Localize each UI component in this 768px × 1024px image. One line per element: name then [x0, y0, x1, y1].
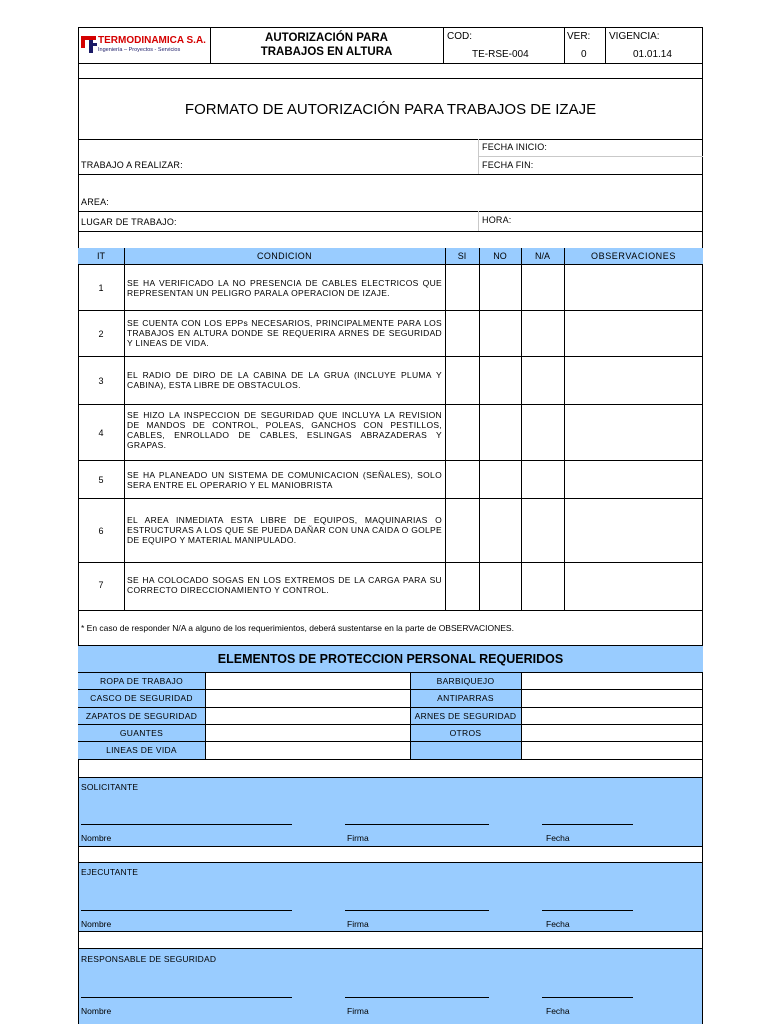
cell-observaciones[interactable] — [565, 311, 702, 356]
area-label: AREA: — [81, 197, 110, 207]
cell-na[interactable] — [522, 405, 564, 460]
ppe-barbiquejo-label: BARBIQUEJO — [436, 676, 495, 686]
cell-observaciones[interactable] — [565, 405, 702, 460]
ppe-zapatos-field[interactable] — [206, 708, 410, 724]
firma-label: Firma — [347, 833, 369, 843]
cell-no[interactable] — [480, 405, 521, 460]
fecha-label: Fecha — [546, 919, 570, 929]
form-title: FORMATO DE AUTORIZACIÓN PARA TRABAJOS DE IZAJE — [184, 101, 597, 118]
ppe-lineas-label: LINEAS DE VIDA — [106, 745, 177, 755]
cell-na[interactable] — [522, 265, 564, 310]
signature-role: SOLICITANTE — [81, 782, 139, 792]
row-number: 3 — [98, 376, 104, 386]
cell-observaciones[interactable] — [565, 499, 702, 562]
cell-si[interactable] — [446, 357, 479, 404]
cell-observaciones[interactable] — [565, 357, 702, 404]
cell-observaciones[interactable] — [565, 461, 702, 498]
row-number: 7 — [98, 580, 104, 590]
cell-si[interactable] — [446, 499, 479, 562]
cell-no[interactable] — [480, 357, 521, 404]
row-condition: SE HA PLANEADO UN SISTEMA DE COMUNICACION (SEÑALES), SOLO SERA ENTRE EL OPERARIO Y EL MANIOBRISTA — [127, 470, 442, 490]
col-observaciones: OBSERVACIONES — [591, 251, 676, 261]
cell-no[interactable] — [480, 265, 521, 310]
firma-label: Firma — [347, 1006, 369, 1016]
ppe-ropa-label: ROPA DE TRABAJO — [99, 676, 184, 686]
signature-role: EJECUTANTE — [81, 867, 139, 877]
nombre-label: Nombre — [81, 1006, 112, 1016]
ver-value: 0 — [581, 49, 587, 60]
ppe-antiparras-field[interactable] — [522, 690, 702, 707]
cell-si[interactable] — [446, 265, 479, 310]
signature-block-solicitante — [79, 778, 702, 846]
vigencia-label: VIGENCIA: — [609, 31, 660, 42]
ppe-barbiquejo-field[interactable] — [522, 673, 702, 689]
fecha-fin-label: FECHA FIN: — [482, 160, 534, 170]
row-condition: EL AREA INMEDIATA ESTA LIBRE DE EQUIPOS, MAQUINARIAS O ESTRUCTURAS A LOS QUE SE PUEDA DAÑAR CON UNA CAIDA O GOLPE DE EQUIPO Y MATERIAL MANIPULADO. — [127, 515, 442, 545]
ppe-guantes-field[interactable] — [206, 725, 410, 741]
row-number: 4 — [98, 428, 104, 438]
row-number: 6 — [98, 526, 104, 536]
row-number: 2 — [98, 329, 104, 339]
cell-na[interactable] — [522, 357, 564, 404]
footnote: * En caso de responder N/A a alguno de los requerimientos, deberá sustentarse en la parte de OBSERVACIONES. — [81, 623, 514, 633]
row-number: 1 — [98, 283, 104, 293]
ppe-lineas-field[interactable] — [206, 742, 410, 759]
row-condition: SE CUENTA CON LOS EPPs NECESARIOS, PRINCIPALMENTE PARA LOS TRABAJOS EN ALTURA DONDE SE REQUERIRA ARNES DE SEGURIDAD Y LINEAS DE VIDA. — [127, 318, 442, 348]
cell-na[interactable] — [522, 499, 564, 562]
nombre-label: Nombre — [81, 833, 112, 843]
ppe-antiparras-label: ANTIPARRAS — [437, 693, 494, 703]
signature-role: RESPONSABLE DE SEGURIDAD — [81, 954, 217, 964]
fecha-label: Fecha — [546, 833, 570, 843]
row-condition: SE HA VERIFICADO LA NO PRESENCIA DE CABLES ELECTRICOS QUE REPRESENTAN UN PELIGRO PARALA OPERACION DE IZAJE. — [127, 278, 442, 298]
cell-no[interactable] — [480, 563, 521, 610]
row-condition: SE HIZO LA INSPECCION DE SEGURIDAD QUE INCLUYA LA REVISION DE MANDOS DE CONTROL, POLEAS, GANCHOS CON PESTILLOS, CABLES, ENROLLADO DE CABLES, ESLINGAS ABRAZADERAS Y GRAPAS. — [127, 410, 442, 450]
fecha-inicio-label: FECHA INICIO: — [482, 142, 548, 152]
doc-title-line1: AUTORIZACIÓN PARA — [265, 32, 388, 44]
cell-si[interactable] — [446, 311, 479, 356]
nombre-label: Nombre — [81, 919, 112, 929]
trabajo-label: TRABAJO A REALIZAR: — [81, 160, 183, 170]
ppe-title: ELEMENTOS DE PROTECCION PERSONAL REQUERIDOS — [217, 652, 564, 666]
col-no: NO — [493, 251, 507, 261]
ppe-ropa-field[interactable] — [206, 673, 410, 689]
ppe-zapatos-label: ZAPATOS DE SEGURIDAD — [85, 711, 198, 721]
col-condicion: CONDICION — [256, 251, 313, 261]
ppe-otros-label: OTROS — [449, 728, 482, 738]
cell-no[interactable] — [480, 499, 521, 562]
ver-label: VER: — [567, 31, 591, 42]
cell-no[interactable] — [480, 311, 521, 356]
cell-observaciones[interactable] — [565, 265, 702, 310]
row-number: 5 — [98, 475, 104, 485]
signature-block-ejecutante — [79, 863, 702, 931]
row-condition: SE HA COLOCADO SOGAS EN LOS EXTREMOS DE LA CARGA PARA SU CORRECTO DIRECCIONAMIENTO Y CONTROL. — [127, 575, 442, 595]
lugar-label: LUGAR DE TRABAJO: — [81, 217, 177, 227]
company-tagline: Ingeniería – Proyectos - Servicios — [98, 47, 181, 53]
fecha-label: Fecha — [546, 1006, 570, 1016]
hora-label: HORA: — [482, 215, 512, 225]
company-logo — [80, 30, 206, 60]
row-condition: EL RADIO DE DIRO DE LA CABINA DE LA GRUA (INCLUYE PLUMA Y CABINA), ESTA LIBRE DE OBSTACULOS. — [127, 370, 442, 390]
cell-na[interactable] — [522, 461, 564, 498]
signature-block-seguridad — [79, 949, 702, 1024]
ppe-arnes-label: ARNES DE SEGURIDAD — [414, 711, 517, 721]
cell-si[interactable] — [446, 405, 479, 460]
doc-title-line2: TRABAJOS EN ALTURA — [260, 46, 393, 58]
firma-label: Firma — [347, 919, 369, 929]
trabajo-field[interactable] — [200, 156, 476, 174]
cell-na[interactable] — [522, 563, 564, 610]
cell-na[interactable] — [522, 311, 564, 356]
area-field[interactable] — [110, 190, 700, 210]
col-it: IT — [97, 251, 105, 261]
cod-label: COD: — [447, 31, 472, 42]
cell-si[interactable] — [446, 461, 479, 498]
ppe-guantes-label: GUANTES — [119, 728, 164, 738]
ppe-casco-label: CASCO DE SEGURIDAD — [90, 693, 193, 703]
col-na: N/A — [534, 251, 550, 261]
ppe-arnes-field[interactable] — [522, 708, 702, 724]
cell-observaciones[interactable] — [565, 563, 702, 610]
ppe-casco-field[interactable] — [206, 690, 410, 707]
vigencia-value: 01.01.14 — [633, 49, 672, 60]
cell-si[interactable] — [446, 563, 479, 610]
cell-no[interactable] — [480, 461, 521, 498]
termodinamica-logo-icon — [80, 34, 98, 54]
company-name: TERMODINAMICA S.A. — [98, 35, 206, 46]
col-si: SI — [457, 251, 467, 261]
cod-value: TE-RSE-004 — [472, 49, 529, 60]
ppe-otros-field[interactable] — [522, 725, 702, 741]
